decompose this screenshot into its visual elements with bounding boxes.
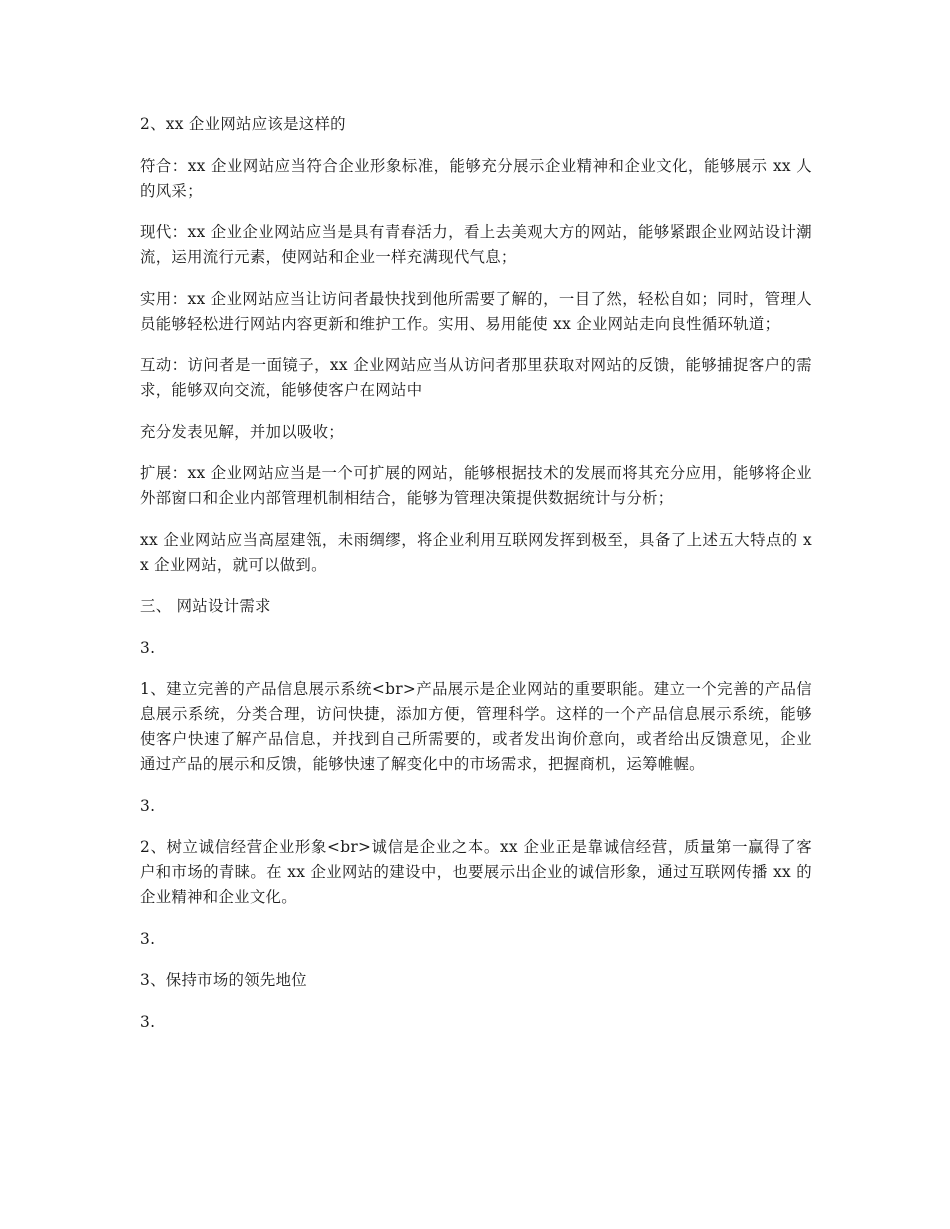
paragraph-integrity: 2、树立诚信经营企业形象<br>诚信是企业之本。xx 企业正是靠诚信经营，质量第一赢得了客户和市场的青睐。在 xx 企业网站的建设中，也要展示出企业的诚信形象，通过互联网传播 xx 的企业精神和企业文化。: [140, 838, 812, 906]
section-number: 3.: [140, 796, 156, 815]
paragraph-conform: 符合：xx 企业网站应当符合企业形象标准，能够充分展示企业精神和企业文化，能够展示 xx 人的风采；: [140, 156, 812, 200]
paragraph-modern: 现代：xx 企业企业网站应当是具有青春活力，看上去美观大方的网站，能够紧跟企业网站设计潮流，运用流行元素，使网站和企业一样充满现代气息；: [140, 223, 812, 266]
section-number: 3.: [140, 638, 156, 657]
section-number: 3.: [140, 1012, 156, 1031]
paragraph-interactive-cont: 充分发表见解，并加以吸收；: [140, 422, 344, 441]
paragraph-interactive: 互动：访问者是一面镜子，xx 企业网站应当从访问者那里获取对网站的反馈，能够捕捉客户的需求，能够双向交流，能够使客户在网站中: [140, 356, 812, 399]
paragraph-extension: 扩展：xx 企业网站应当是一个可扩展的网站，能够根据技术的发展而将其充分应用，能够将企业外部窗口和企业内部管理机制相结合，能够为管理决策提供数据统计与分析；: [140, 464, 812, 507]
section-heading-design-requirements: 三、 网站设计需求: [140, 597, 271, 615]
paragraph-practical: 实用：xx 企业网站应当让访问者最快找到他所需要了解的，一目了然，轻松自如；同时，管理人员能够轻松进行网站内容更新和维护工作。实用、易用能使 xx 企业网站走向良性循环轨道；: [140, 289, 812, 333]
document-body: [140, 112, 812, 1051]
paragraph-product-display: 1、建立完善的产品信息展示系统<br>产品展示是企业网站的重要职能。建立一个完善的产品信息展示系统，分类合理，访问快捷，添加方便，管理科学。这样的一个产品信息展示系统，能够使客户快速了解产品信息，并找到自己所需要的，或者发出询价意向，或者给出反馈意见，企业通过产品的展示和反馈，能够快速了解变化中的市场需求，把握商机，运筹帷幄。: [140, 680, 812, 773]
section-heading: 2、xx 企业网站应该是这样的: [140, 115, 346, 133]
section-number: 3.: [140, 929, 156, 948]
paragraph-market-lead: 3、保持市场的领先地位: [140, 971, 307, 989]
paragraph-summary: xx 企业网站应当高屋建瓴，未雨绸缪，将企业利用互联网发挥到极至，具备了上述五大特点的 xx 企业网站，就可以做到。: [140, 530, 812, 574]
